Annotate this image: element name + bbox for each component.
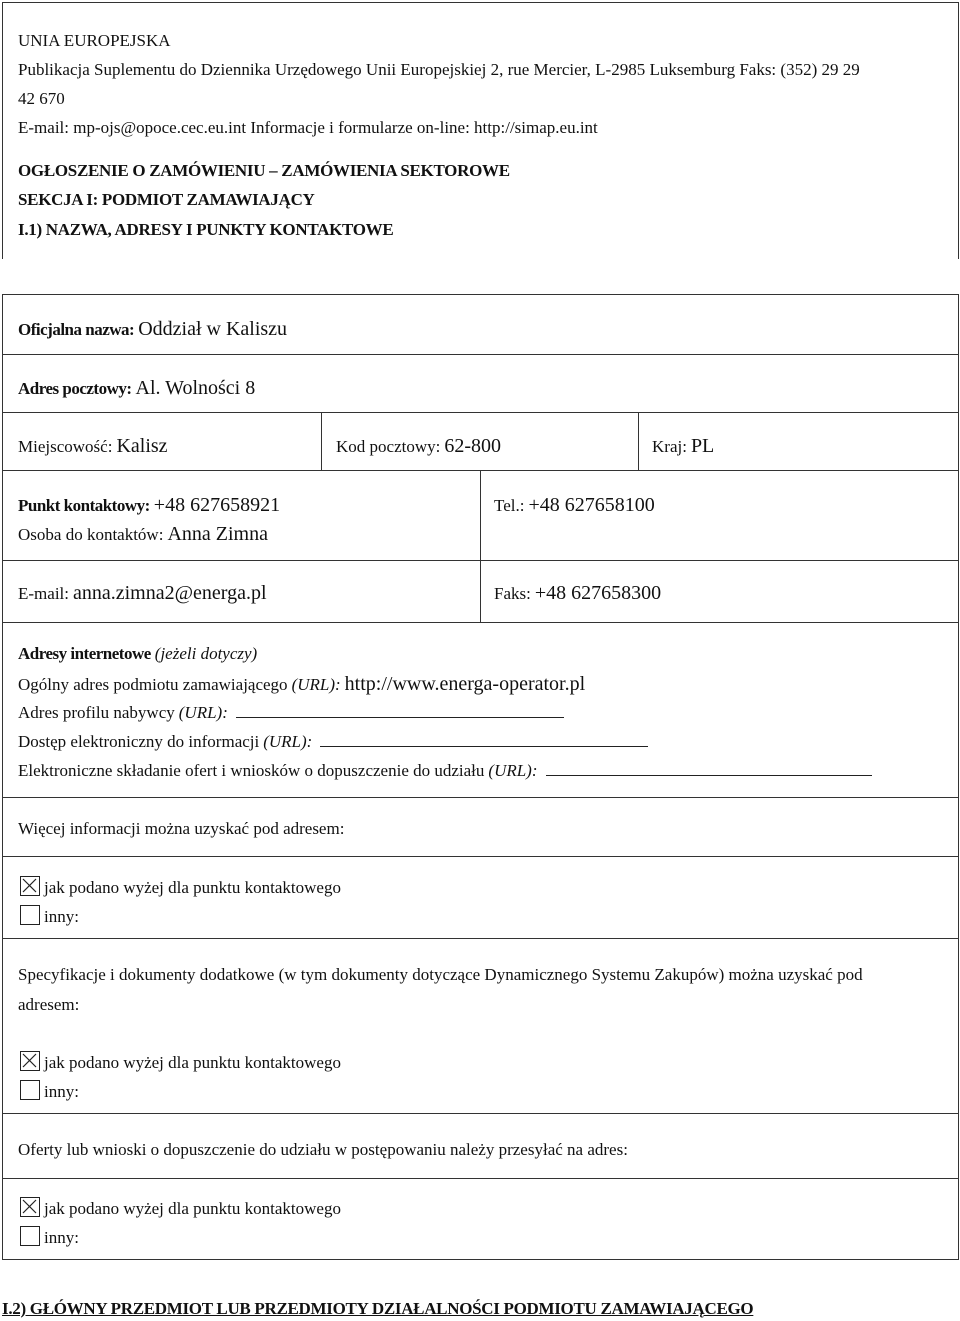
electronic-submission-row (18, 761, 872, 781)
divider (2, 856, 959, 857)
check-mark-icon (21, 1198, 38, 1215)
contact-point-label: Punkt kontaktowy: (18, 496, 150, 515)
more-info-option-other: inny: (44, 907, 79, 926)
general-url-note: (URL): (291, 675, 341, 694)
org-name: UNIA EUROPEJSKA (18, 31, 171, 50)
postcode-value: 62-800 (444, 435, 502, 457)
notice-title: OGŁOSZENIE O ZAMÓWIENIU – ZAMÓWIENIA SEKTOROWE (18, 161, 510, 180)
check-mark-icon (21, 1052, 38, 1069)
contact-person-label: Osoba do kontaktów: (18, 525, 164, 544)
country-value: PL (690, 435, 715, 457)
specs-option-as-above: jak podano wyżej dla punktu kontaktowego (44, 1053, 341, 1072)
specs-checkbox-other[interactable] (20, 1080, 40, 1100)
general-url-label: Ogólny adres podmiotu zamawiającego (18, 675, 288, 694)
specs-checkbox-as-above[interactable] (20, 1051, 40, 1071)
more-info-label: Więcej informacji można uzyskać pod adresem: (18, 819, 345, 838)
country-field (652, 435, 714, 458)
contact-person-field (18, 523, 268, 546)
publication-line-1: Publikacja Suplementu do Dziennika Urzędowego Unii Europejskiej 2, rue Mercier, L-2985 Luksemburg Faks: (352) 29 29 (18, 60, 860, 79)
publication-line-2: 42 670 (18, 89, 65, 108)
column-divider (321, 412, 322, 470)
next-section-title: I.2) GŁÓWNY PRZEDMIOT LUB PRZEDMIOTY DZIAŁALNOŚCI PODMIOTU ZAMAWIAJĄCEGO (2, 1299, 754, 1318)
electronic-access-note: (URL): (263, 732, 313, 751)
subsection-title: I.1) NAZWA, ADRESY I PUNKTY KONTAKTOWE (18, 220, 394, 239)
electronic-submission-label: Elektroniczne składanie ofert i wniosków o dopuszczenie do udziału (18, 761, 485, 780)
electronic-access-blank[interactable] (320, 732, 648, 747)
more-info-checkbox-other[interactable] (20, 905, 40, 925)
check-mark-icon (21, 877, 38, 894)
internet-heading: Adresy internetowe (18, 644, 151, 663)
general-url-value[interactable]: http://www.energa-operator.pl (344, 673, 586, 695)
electronic-access-label: Dostęp elektroniczny do informacji (18, 732, 260, 751)
address-label: Adres pocztowy: (18, 379, 132, 398)
specs-label-line-1: Specyfikacje i dokumenty dodatkowe (w tym dokumenty dotyczące Dynamicznego Systemu Zakupów) można uzyskać pod (18, 965, 863, 984)
offers-option-other: inny: (44, 1228, 79, 1247)
email-value: anna.zimna2@energa.pl (72, 582, 267, 604)
email-label: E-mail: (18, 584, 69, 603)
divider (2, 1113, 959, 1114)
email-field (18, 582, 267, 605)
postcode-label: Kod pocztowy: (336, 437, 441, 456)
city-field (18, 435, 168, 458)
buyer-profile-label: Adres profilu nabywcy (18, 703, 175, 722)
official-name-label: Oficjalna nazwa: (18, 320, 135, 339)
divider (2, 412, 959, 413)
contact-person-value: Anna Zimna (167, 523, 268, 545)
more-info-option-as-above: jak podano wyżej dla punktu kontaktowego (44, 878, 341, 897)
fax-value: +48 627658300 (534, 582, 662, 604)
offers-label: Oferty lub wnioski o dopuszczenie do udziału w postępowaniu należy przesyłać na adres: (18, 1140, 628, 1159)
internet-heading-note: (jeżeli dotyczy) (154, 644, 258, 663)
offers-checkbox-as-above[interactable] (20, 1197, 40, 1217)
internet-heading-row (18, 644, 257, 664)
general-url-row (18, 673, 585, 696)
official-name-value: Oddział w Kaliszu (138, 318, 288, 340)
specs-option-other: inny: (44, 1082, 79, 1101)
tel-field (494, 494, 655, 517)
specs-label-line-2: adresem: (18, 995, 80, 1014)
divider (2, 797, 959, 798)
electronic-submission-note: (URL): (488, 761, 538, 780)
publication-line-3: E-mail: mp-ojs@opoce.cec.eu.int Informacje i formularze on-line: http://simap.eu.int (18, 118, 598, 137)
city-label: Miejscowość: (18, 437, 113, 456)
official-name-row (18, 318, 287, 341)
divider (2, 354, 959, 355)
postcode-field (336, 435, 501, 458)
divider (2, 1178, 959, 1179)
divider (2, 938, 959, 939)
column-divider (480, 470, 481, 622)
buyer-profile-row (18, 703, 564, 723)
offers-option-as-above: jak podano wyżej dla punktu kontaktowego (44, 1199, 341, 1218)
fax-field (494, 582, 661, 605)
buyer-profile-blank[interactable] (236, 703, 564, 718)
offers-checkbox-other[interactable] (20, 1226, 40, 1246)
tel-label: Tel.: (494, 496, 525, 515)
country-label: Kraj: (652, 437, 687, 456)
address-row (18, 377, 255, 400)
contact-point-value: +48 627658921 (153, 494, 281, 516)
electronic-access-row (18, 732, 648, 752)
contact-point-field (18, 494, 280, 517)
divider (2, 622, 959, 623)
address-value: Al. Wolności 8 (135, 377, 256, 399)
more-info-checkbox-as-above[interactable] (20, 876, 40, 896)
column-divider (638, 412, 639, 470)
tel-value: +48 627658100 (528, 494, 655, 516)
electronic-submission-blank[interactable] (546, 761, 872, 776)
fax-label: Faks: (494, 584, 531, 603)
city-value: Kalisz (116, 435, 168, 457)
section-title: SEKCJA I: PODMIOT ZAMAWIAJĄCY (18, 190, 315, 209)
buyer-profile-note: (URL): (178, 703, 228, 722)
